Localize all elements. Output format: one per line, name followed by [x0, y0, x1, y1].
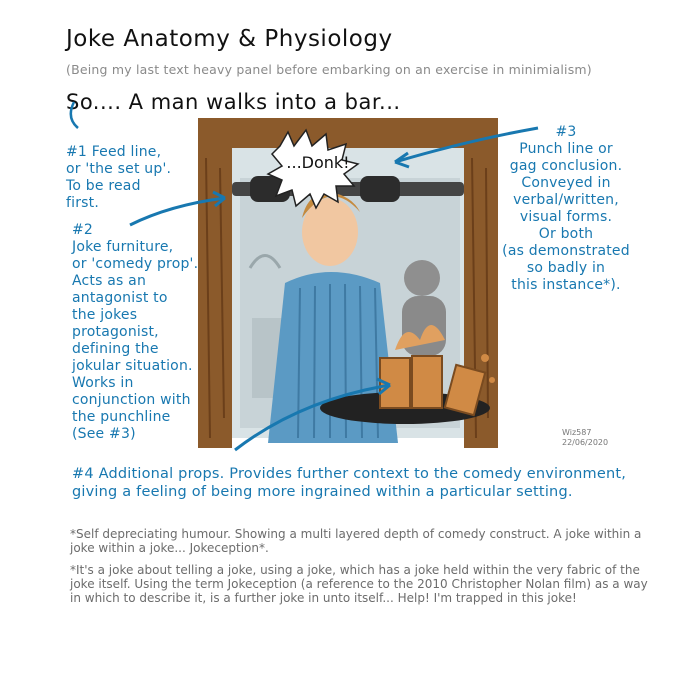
donk-text: ...Donk! — [286, 153, 350, 172]
annotation-4: #4 Additional props. Provides further context to the comedy environment, giving a feeling of being more ingrained within a particular setting. — [72, 466, 627, 500]
subtitle: (Being my last text heavy panel before embarking on an exercise in minimialism) — [66, 62, 592, 77]
footnote-2: *It's a joke about telling a joke, using a joke, which has a joke held within the very fabric of the joke itself. Using the term Jokeception (a reference to the 2010 Christopher Nolan film) as a way in which to describe it, is a further joke in unto itself... Help! I'm trapped in this joke! — [70, 563, 648, 605]
setup-line: So.... A man walks into a bar... — [66, 90, 401, 114]
annotation-3: #3 Punch line or gag conclusion. Conveyed in verbal/written, visual forms. Or both (as demonstrated so badly in this instance*). — [502, 124, 630, 293]
signature-date: 22/06/2020 — [562, 438, 609, 447]
arrow-4 — [235, 385, 390, 450]
footnote-1: *Self depreciating humour. Showing a multi layered depth of comedy construct. A joke within a joke within a joke... Jokeception*. — [70, 527, 642, 555]
annotation-2: #2 Joke furniture, or 'comedy prop'. Acts as an antagonist to the jokes protagonist, defining the jokular situation. Works in conjunction with the punchline (See #3) — [72, 222, 199, 442]
arrow-1 — [71, 102, 78, 128]
annotation-1: #1 Feed line, or 'the set up'. To be read first. — [66, 144, 172, 211]
page-title: Joke Anatomy & Physiology — [66, 26, 393, 52]
signature-name: Wiz587 — [562, 428, 592, 437]
